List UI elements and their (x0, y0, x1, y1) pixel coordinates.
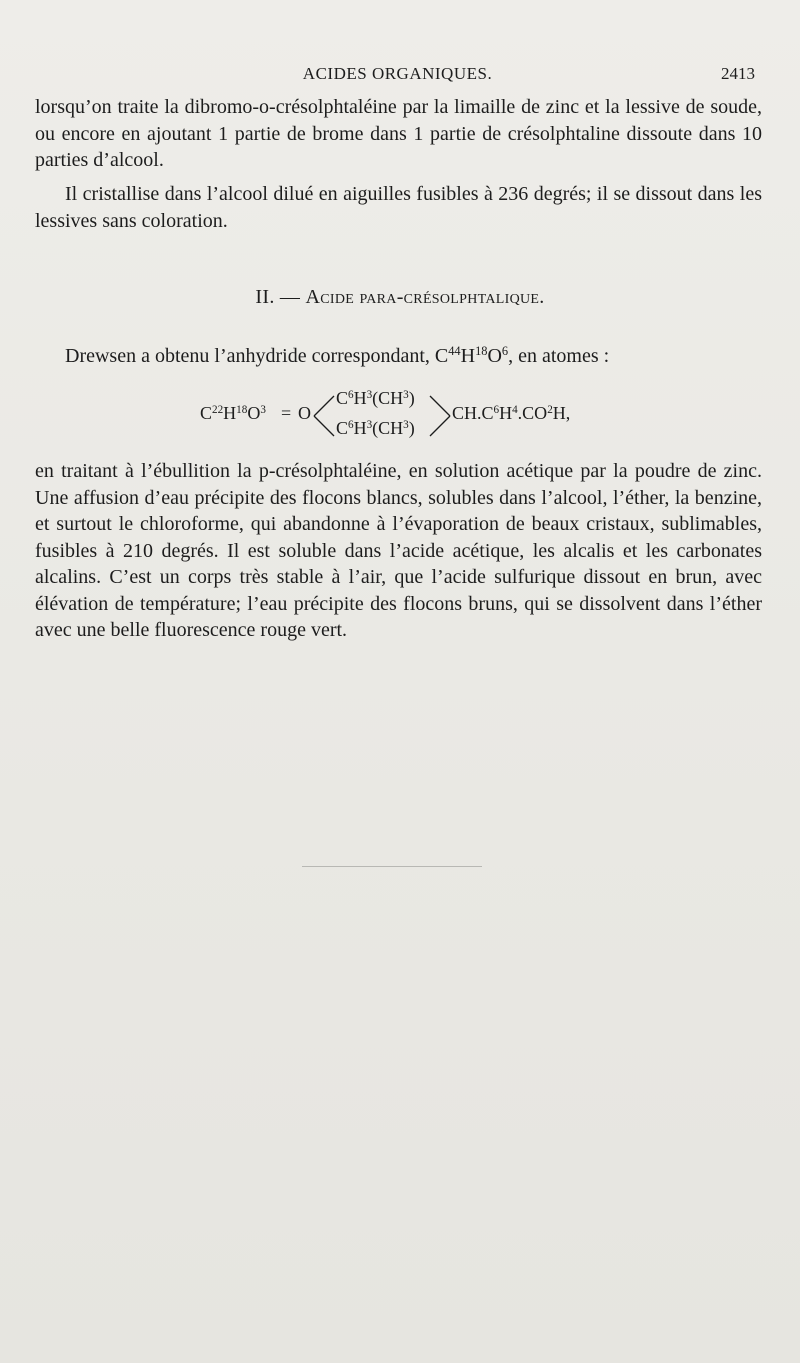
formula-equals: = (281, 403, 292, 423)
paragraph-text: Il cristallise dans l’alcool dilué en aiguilles fusibles à 236 degrés; il se dissout dans les lessives sans coloration. (35, 183, 762, 232)
running-title: ACIDES ORGANIQUES. (302, 64, 493, 83)
text-run: Drewsen a obtenu l’anhydride correspondant, C (65, 345, 449, 367)
show-through-text (20, 690, 790, 1340)
paragraph-drewsen (35, 343, 762, 370)
formula-lhs: $C^{22}H^{18}O^3$ (200, 403, 266, 423)
running-head (40, 64, 755, 86)
page-number: 2413 (721, 64, 755, 83)
superscript: 44 (448, 344, 461, 359)
text-run: H (460, 345, 476, 367)
chemical-formula (200, 388, 620, 444)
section-numeral: II. — (255, 286, 301, 308)
formula-top-group: $C^6H^3(CH^3)$ (336, 388, 415, 408)
paragraph-crystallization (35, 181, 762, 234)
paragraph-preparation (35, 458, 762, 644)
section-heading (0, 286, 800, 309)
formula-rhs: $CH.C^6H^4.CO^2H$, (452, 403, 571, 423)
paragraph-text: en traitant à l’ébullition la p-crésolphtaléine, en solution acétique par la poudre de zinc. Une affusion d’eau précipite des flocons blancs, solubles dans l’alcool, l’éther, la benzine, et surtout le chloroforme, qui abandonne à l’évaporation de beaux cristaux, sublimables, fusibles à 210 degrés. Il est soluble dans l’acide acétique, les alcalis et les carbonates alcalins. C’est un corps très stable à l’air, que l’acide sulfurique dissout en brun, avec élévation de température; l’eau précipite des flocons bruns, qui se dissolvent dans l’éther avec une belle fluorescence rouge vert. (35, 460, 762, 641)
superscript: 6 (501, 344, 509, 359)
paragraph-text (35, 343, 762, 370)
superscript: 18 (475, 344, 488, 359)
paragraph-text: lorsqu’on traite la dibromo-o-crésolphtaléine par la limaille de zinc et la lessive de soude, ou encore en ajoutant 1 partie de brome dans 1 partie de crésolphtaline dissoute dans 10 parties d’alcool. (35, 96, 762, 171)
formula-oxygen: O (298, 403, 311, 423)
paragraph-continuation (35, 94, 762, 174)
show-through-rule (302, 866, 482, 867)
formula-bottom-group: $C^6H^3(CH^3)$ (336, 418, 415, 438)
text-run: O (487, 345, 502, 367)
text-run: , en atomes : (508, 345, 610, 367)
section-title: Acide para-crésolphtalique. (305, 286, 545, 308)
